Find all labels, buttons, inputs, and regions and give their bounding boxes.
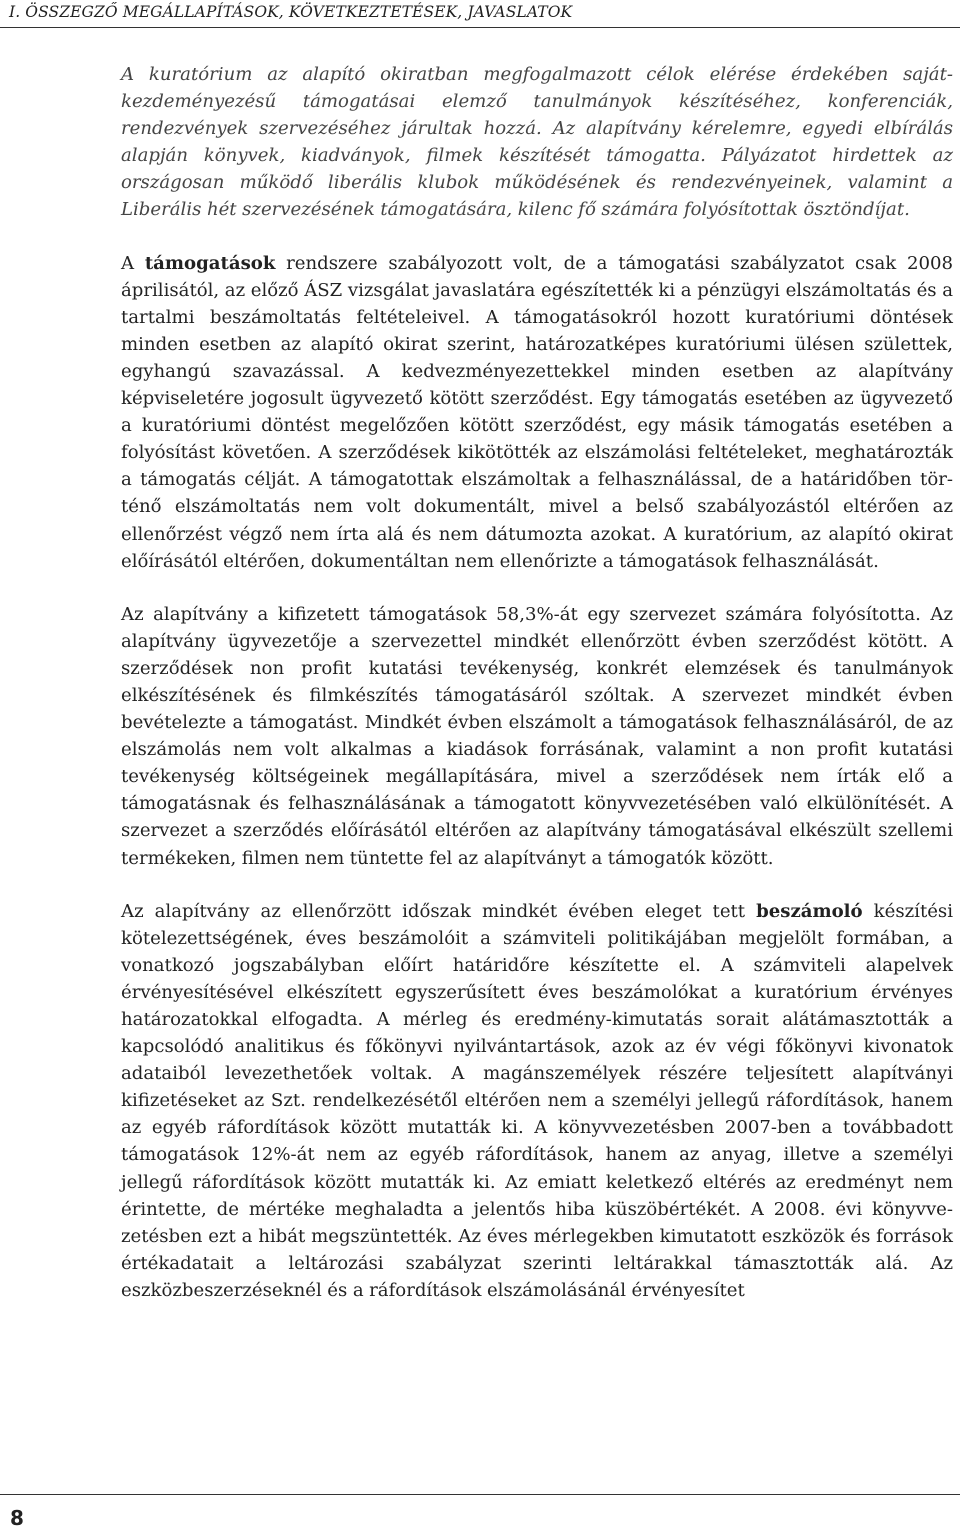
footer-divider [0,1494,960,1495]
paragraph-text: készítési kötelezettségének, éves beszámolóit a számviteli politikájában megjelölt formában, a vonatkozó jogszabályban előírt határidőre készítette el. A számviteli alapelvek érvényesítésével elkészített egyszerűsített éves beszámolókat a kuratórium érvényes határozatokkal elfogadta. A mérleg és eredmény-kimutatás sorait alátámasztották a kapcsolódó analitikus és főkönyvi nyilvántartások, azok az év végi főkönyvi kivonatok adataiból levezethetőek voltak. A magánszemélyek részére teljesített alapítványi kifizetéseket az Szt. rendelkezésétől eltérően nem a személyi jellegű ráfordítások, hanem az egyéb ráfordítások között mutatták ki. A könyvvezetésben 2007-ben a továbbadott támogatások 12%-át nem az egyéb ráfordítások, hanem az anyag, illetve a személyi jellegű ráfordítások között mutatták ki. Az emiatt keletkező eltérés az eredményt nem érintette, de mértéke meghaladta a jelentős hiba küszöbértékét. A 2008. évi könyvvezetésben ezt a hibát megszüntették. Az éves mérlegekben kimutatott eszközök és források értékadatait a leltározási szabályzat szerinti leltárakkal támasztották alá. Az eszközbeszerzéseknél és a ráfordítások elszámolásánál érvényesítet [121,900,953,1301]
paragraph-text: Az alapítvány az ellenőrzött időszak mindkét évében eleget tett [121,900,757,922]
bold-term-beszamolo: beszámoló [756,900,863,922]
paragraph-support-activities: A kuratórium az alapító okiratban megfogalmazott célok elérése érdekében sajátkezdeményezésű támogatásai elemző tanulmányok készítéséhez, konferenciák, rendezvények szervezéséhez járultak hozzá. Az alapítvány kérelemre, egyedi elbírálás alapján könyvek, kiadványok, filmek készítését támogatta. Pályázatot hirdettek az országosan működő liberális klubok működésének és rendezvényeinek, valamint a Liberális hét szervezésének támogatására, kilenc fő számára folyósítottak ösztöndíjat. [121,64,953,221]
page-number: 8 [10,1506,24,1530]
paragraph-annual-report [121,898,953,1304]
header-divider [0,27,960,28]
document-body [121,61,953,1330]
paragraph-text: rendszere szabályozott volt, de a támogatási szabályzatot csak 2008 áprilisától, az előző ÁSZ vizsgálat javaslatára egészítették ki a pénzügyi elszámoltatás és a tartalmi beszámoltatás feltételeivel. A támogatásokról hozott kuratóriumi döntések minden esetben az alapító okirat szerint, határozatképes kuratóriumi ülésen születtek, egyhangú szavazással. A kedvezményezettekkel minden esetben az alapítvány képviseletére jogosult ügyvezető kötött szerződést. Egy támogatás esetében az ügyvezető a kuratóriumi döntést megelőzően kötött szerződést, egy másik támogatás esetében a folyósítást követően. A szerződések kikötötték az elszámolási feltételeket, meghatározták a támogatás célját. A támogatottak elszámoltak a felhasználással, de a határidőben történő elszámoltatás nem volt dokumentált, mivel a belső szabályozástól eltérően az ellenőrzést végző nem írta alá és nem dátumozta azokat. A kuratórium, az alapító okirat előírásától eltérően, dokumentáltan nem ellenőrizte a támogatások felhasználását. [121,252,954,572]
paragraph-text: A [121,252,145,274]
bold-term-tamogatasok: támogatások [144,252,276,274]
paragraph-single-organization: Az alapítvány a kifizetett támogatások 58,3%-át egy szervezet számára folyósította. Az alapítvány ügyvezetője a szervezettel mindkét ellenőrzött évben szerződést kötött. A szerződések non profit kutatási tevékenység, konkrét elemzések és tanulmányok elkészítésének és filmkészítés támogatásáról szóltak. A szervezet mindkét évben bevételezte a támogatást. Mindkét évben elszámolt a támogatások felhasználásáról, de az elszámolás nem volt alkalmas a kiadások forrásának, valamint a non profit kutatási tevékenység költségeinek megállapítására, mivel a szerződések nem írták elő a támogatásnak és felhasználásának a támogatott könyvvezetésében való elkülönítését. A szervezet a szerződés előírásától eltérően az alapítvány támogatásával elkészült szellemi termékeken, filmen nem tüntette fel az alapítványt a támogatók között. [121,603,953,869]
paragraph-support-system [121,250,953,575]
page-header-title: I. ÖSSZEGZŐ MEGÁLLAPÍTÁSOK, KÖVETKEZTETÉSEK, JAVASLATOK [9,3,573,21]
